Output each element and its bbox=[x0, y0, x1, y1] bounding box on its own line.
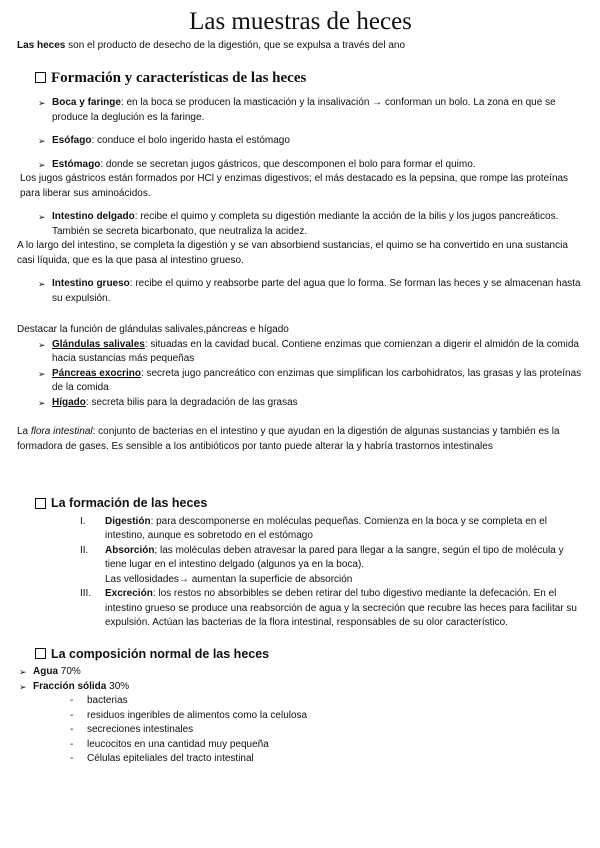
arrow-bullet-icon: ➢ bbox=[19, 681, 27, 692]
checkbox-square-icon bbox=[35, 72, 46, 83]
section-heading-text: Formación y características de las heces bbox=[51, 69, 307, 86]
arrow-bullet-icon: ➢ bbox=[38, 212, 46, 222]
list-item-text: leucocitos en una cantidad muy pequeña bbox=[87, 738, 269, 750]
bullet-esofago bbox=[38, 134, 584, 149]
bullet-intestino-grueso bbox=[38, 277, 584, 306]
list-item bbox=[70, 694, 584, 709]
dash-bullet-icon: - bbox=[70, 709, 74, 721]
list-item-text: secreciones intestinales bbox=[87, 724, 194, 735]
bullet-glandulas-salivales bbox=[38, 338, 584, 367]
roman-numeral: III. bbox=[80, 588, 92, 599]
arrow-bullet-icon: ➢ bbox=[38, 159, 46, 170]
arrow-bullet-icon: ➢ bbox=[19, 667, 27, 677]
arrow-bullet-icon: ➢ bbox=[38, 397, 46, 408]
bullet-text: : recibe el quimo y reabsorbe parte del agua que lo forma. Se forman las heces y se almacenan hasta su expulsión. bbox=[52, 278, 581, 304]
list-item-text: Células epiteliales del tracto intestinal bbox=[87, 753, 254, 764]
flora-term: flora intestinal bbox=[30, 426, 93, 437]
page-title: Las muestras de heces bbox=[189, 8, 412, 35]
section-heading-composicion bbox=[35, 647, 584, 662]
intro-paragraph bbox=[17, 39, 584, 54]
bullet-text: : conduce el bolo ingerido hasta el estómago bbox=[91, 135, 290, 146]
bullet-text: : en la boca se producen la masticación y la insalivación → conforman un bolo. La zona en que se produce la deglución es la faringe. bbox=[52, 97, 556, 123]
flora-text: : conjunto de bacterias en el intestino y que ayudan en la digestión de algunas sustancias y también es la formadora de gases. Es sensible a los antibióticos por tanto puede alterar la y habría trastornos intestinales bbox=[17, 426, 560, 452]
bullet-term: Intestino grueso bbox=[52, 278, 130, 289]
bullet-intestino-delgado bbox=[38, 210, 584, 239]
list-item bbox=[70, 738, 584, 753]
bullet-boca bbox=[38, 96, 584, 125]
bullet-term: Intestino delgado bbox=[52, 211, 135, 222]
bullet-estomago bbox=[38, 158, 584, 173]
bullet-value: 30% bbox=[106, 680, 130, 692]
bullet-term: Fracción sólida bbox=[33, 680, 107, 692]
dash-bullet-icon: - bbox=[70, 738, 74, 750]
list-item bbox=[70, 723, 584, 738]
checkbox-square-icon bbox=[35, 648, 46, 659]
bullet-text: : recibe el quimo y completa su digestión mediante la acción de la bilis y los jugos pancreáticos. También se secreta bicarbonato, que neutraliza la acidez. bbox=[52, 211, 559, 237]
intro-text: son el producto de desecho de la digestión, que se expulsa a través del ano bbox=[65, 40, 406, 51]
bullet-higado bbox=[38, 396, 584, 411]
bullet-text: : donde se secretan jugos gástricos, que descomponen el bolo para formar el quimo. bbox=[100, 158, 476, 170]
section-heading-text: La composición normal de las heces bbox=[51, 646, 270, 661]
bullet-term: Glándulas salivales bbox=[52, 338, 145, 350]
arrow-bullet-icon: ➢ bbox=[38, 98, 46, 108]
paragraph-destacar: Destacar la función de glándulas salivales,páncreas e hígado bbox=[17, 324, 289, 335]
bullet-term: Páncreas exocrino bbox=[52, 367, 141, 379]
section-heading-formacion bbox=[35, 71, 584, 86]
bullet-pancreas bbox=[38, 367, 584, 396]
list-item-text: residuos ingeribles de alimentos como la celulosa bbox=[87, 709, 308, 721]
item-text: : para descomponerse en moléculas pequeñas. Comienza en la boca y se completa en el intestino, aunque es sobretodo en el estómago bbox=[105, 515, 547, 541]
bullet-text: : secreta jugo pancreático con enzimas que simplifican los carbohidratos, las grasas y las proteínas de la comida bbox=[52, 367, 582, 393]
arrow-bullet-icon: ➢ bbox=[38, 368, 46, 379]
paragraph-flora bbox=[17, 425, 584, 454]
arrow-bullet-icon: ➢ bbox=[38, 279, 46, 289]
numbered-item-absorcion bbox=[80, 544, 584, 573]
item-term: Digestión bbox=[105, 515, 151, 527]
bullet-text: : situadas en la cavidad bucal. Contiene enzimas que comienzan a digerir el almidón de la comida hacia sustancias más pequeñas bbox=[52, 338, 579, 364]
section-heading-text: La formación de las heces bbox=[51, 496, 208, 510]
checkbox-square-icon bbox=[35, 498, 46, 509]
roman-numeral: II. bbox=[80, 544, 89, 556]
bullet-term: Hígado bbox=[52, 396, 86, 408]
bullet-value: 70% bbox=[58, 666, 81, 677]
list-item-text: bacterias bbox=[87, 695, 128, 706]
bullet-term: Esófago bbox=[52, 135, 92, 146]
dash-bullet-icon: - bbox=[70, 695, 74, 706]
item-text: ; las moléculas deben atravesar la pared para llegar a la sangre, según el tipo de molécula y tiene lugar en el intestino delgado (algunos ya en la boca). bbox=[105, 544, 564, 570]
dash-bullet-icon: - bbox=[70, 724, 74, 735]
item-text: : los restos no absorbibles se deben retirar del tubo digestivo mediante la defecación. En el intestino grueso se produce una reabsorción de agua y la secreción que recubre las heces para facilitar su expulsión. Actúan las bacterias de la flora intestinal, responsables de su olor característico. bbox=[105, 588, 577, 628]
bullet-term: Estómago bbox=[52, 158, 101, 170]
paragraph-vellosidades: Las vellosidades→ aumentan la superficie de absorción bbox=[105, 573, 353, 585]
item-term: Excreción bbox=[105, 588, 153, 599]
numbered-item-excrecion bbox=[80, 587, 584, 631]
paragraph-intestino: A lo largo del intestino, se completa la digestión y se van absorbiend sustancias, el quimo se ha convertido en una sustancia casi líquida, que es la que pasa al intestino grueso. bbox=[17, 240, 568, 266]
item-term: Absorción bbox=[105, 544, 155, 556]
bullet-term: Agua bbox=[33, 666, 58, 677]
arrow-bullet-icon: ➢ bbox=[38, 136, 46, 146]
arrow-bullet-icon: ➢ bbox=[38, 339, 46, 350]
dash-bullet-icon: - bbox=[70, 753, 74, 764]
section-heading-formacion-heces bbox=[35, 496, 584, 511]
flora-prefix: La bbox=[17, 426, 31, 437]
paragraph-jugos: Los jugos gástricos están formados por HCl y enzimas digestivos; el más destacado es la pepsina, que rompe las proteínas para liberar sus aminoácidos. bbox=[20, 173, 569, 199]
bullet-fraccion-solida bbox=[19, 680, 584, 695]
bullet-text: : secreta bilis para la degradación de las grasas bbox=[85, 396, 298, 408]
bullet-term: Boca y faringe bbox=[52, 97, 121, 108]
bullet-agua bbox=[19, 665, 584, 680]
list-item bbox=[70, 752, 584, 767]
numbered-item-digestion bbox=[80, 515, 584, 544]
list-item bbox=[70, 709, 584, 724]
intro-term: Las heces bbox=[17, 40, 66, 51]
roman-numeral: I. bbox=[80, 515, 86, 527]
